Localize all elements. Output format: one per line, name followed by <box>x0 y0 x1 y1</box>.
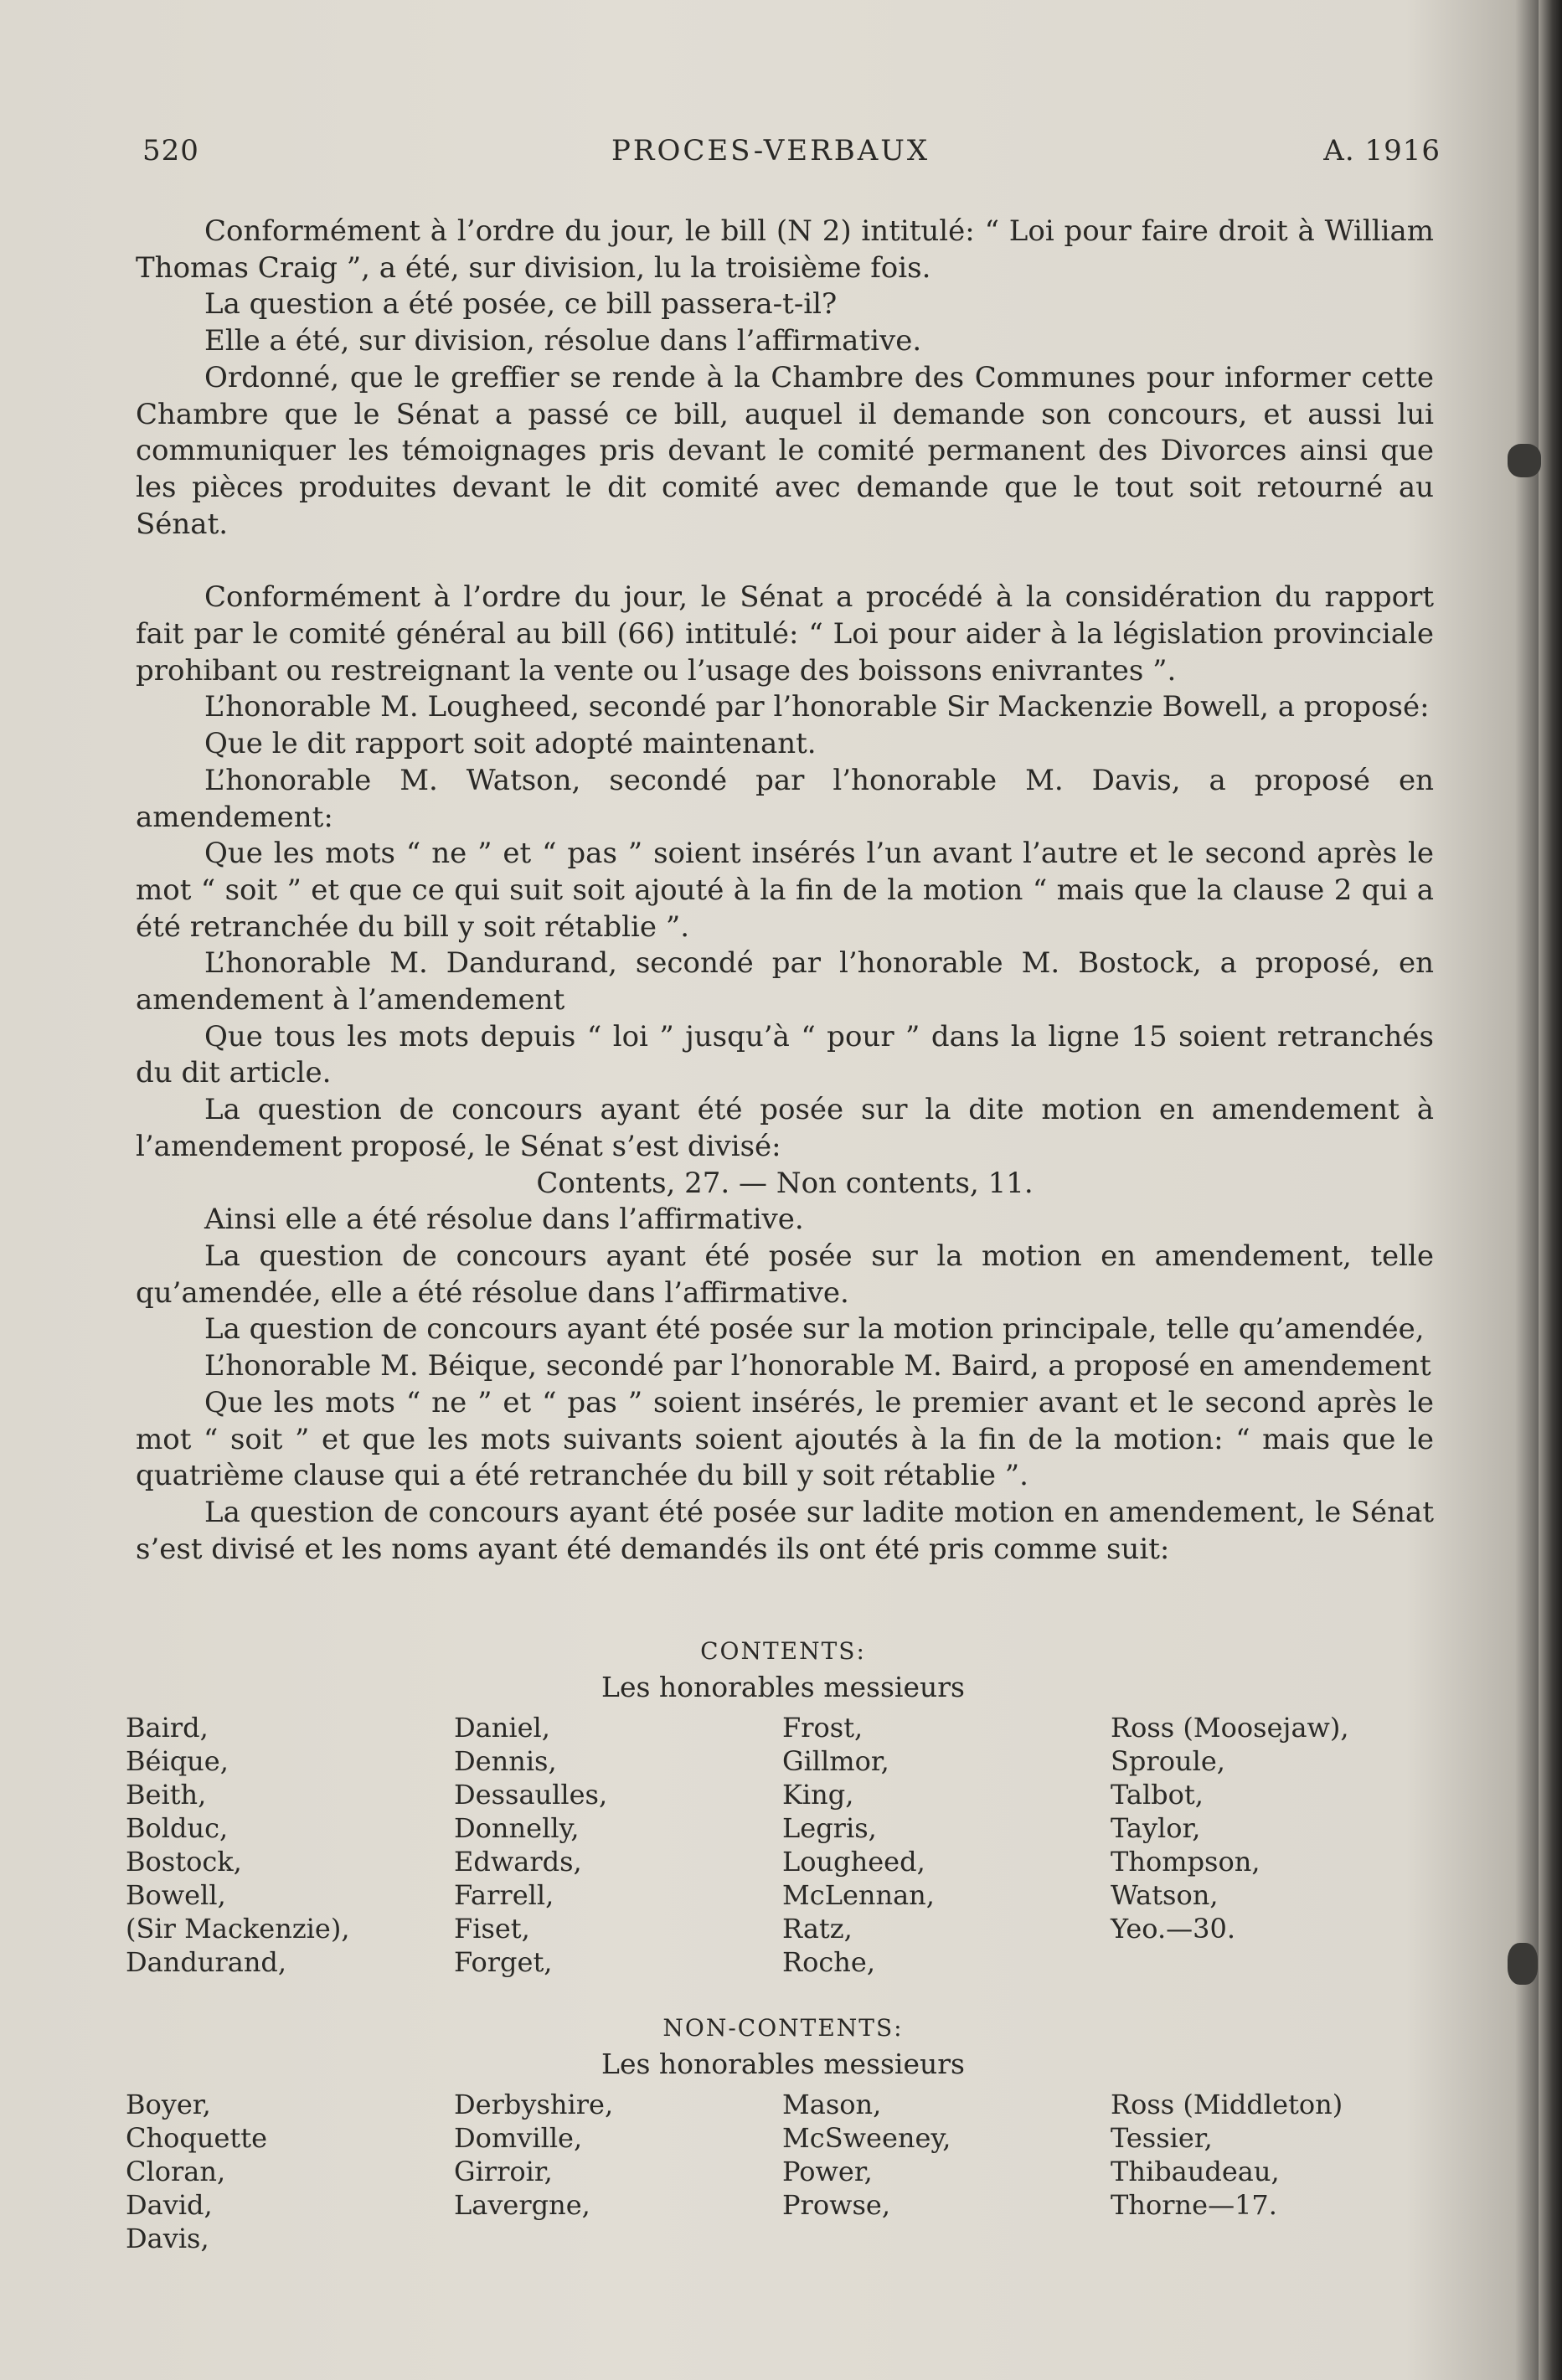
body-paragraph: L’honorable M. Watson, secondé par l’honorable M. Davis, a proposé en amendement: <box>136 763 1434 834</box>
senator-name: Frost, <box>782 1712 863 1744</box>
senator-name: Ratz, <box>782 1913 853 1945</box>
senator-name: Bowell, <box>126 1879 226 1911</box>
proceedings-body <box>136 214 1434 1568</box>
senator-name: Fiset, <box>454 1913 530 1945</box>
senator-name: Daniel, <box>454 1712 550 1744</box>
page-number: 520 <box>142 134 199 167</box>
body-paragraph: L’honorable M. Lougheed, secondé par l’honorable Sir Mackenzie Bowell, a proposé: <box>204 690 1430 724</box>
name-column <box>126 1711 454 1979</box>
senator-name: Béique, <box>126 1745 229 1777</box>
body-paragraph: La question de concours ayant été posée sur la motion en amendement, telle qu’amendée, elle a été résolue dans l’affirmative. <box>136 1239 1434 1310</box>
name-column <box>454 2088 782 2255</box>
body-paragraph: Que les mots “ ne ” et “ pas ” soient insérés, le premier avant et le second après le mot “ soit ” et que les mots suivants soient ajoutés à la fin de la motion: “ mais que le quatrième clause qui a été retranchée du bill y soit rétablie ”. <box>136 1385 1434 1493</box>
senator-name: Tessier, <box>1111 2122 1213 2154</box>
body-paragraph: La question de concours ayant été posée sur la motion principale, telle qu’amendée, <box>204 1312 1425 1347</box>
senator-name: Talbot, <box>1111 1779 1204 1811</box>
contents-subheading: Les honorables messieurs <box>601 1671 965 1703</box>
non-contents-section <box>126 2014 1441 2255</box>
senator-name: Lavergne, <box>454 2189 590 2221</box>
senator-name: Choquette <box>126 2122 268 2154</box>
contents-section <box>126 1637 1441 1979</box>
senator-name: Baird, <box>126 1712 209 1744</box>
senator-name: Thibaudeau, <box>1111 2156 1280 2187</box>
body-paragraph: L’honorable M. Dandurand, secondé par l’honorable M. Bostock, a proposé, en amendement à l’amendement <box>136 946 1434 1017</box>
senator-name: King, <box>782 1779 854 1811</box>
senator-name: Bostock, <box>126 1846 242 1878</box>
senator-name: Lougheed, <box>782 1846 925 1878</box>
senator-name: (Sir Mackenzie), <box>126 1913 350 1945</box>
year-label: A. 1916 <box>1323 134 1441 167</box>
senator-name: Dessaulles, <box>454 1779 608 1811</box>
margin-stain <box>1508 444 1541 477</box>
body-paragraph: Contents, 27. — Non contents, 11. <box>536 1166 1034 1200</box>
senator-name: Cloran, <box>126 2156 226 2187</box>
body-paragraph: Que le dit rapport soit adopté maintenant. <box>204 727 817 761</box>
senator-name: Thorne—17. <box>1111 2189 1277 2221</box>
non-contents-heading: NON-CONTENTS: <box>662 2014 904 2042</box>
name-column <box>126 2088 454 2255</box>
body-paragraph: Conformément à l’ordre du jour, le Sénat a procédé à la considération du rapport fait par le comité général au bill (66) intitulé: “ Loi pour aider à la législation provinciale prohibant ou restreignant la vente ou l’usage des boissons enivrantes ”. <box>136 580 1434 688</box>
page-header <box>142 134 1441 176</box>
senator-name: Power, <box>782 2156 873 2187</box>
senator-name: Prowse, <box>782 2189 891 2221</box>
non-contents-subheading: Les honorables messieurs <box>601 2048 965 2080</box>
senator-name: Donnelly, <box>454 1812 580 1844</box>
senator-name: Bolduc, <box>126 1812 229 1844</box>
senator-name: Legris, <box>782 1812 877 1844</box>
senator-name: Edwards, <box>454 1846 582 1878</box>
senator-name: Ross (Middleton) <box>1111 2089 1343 2120</box>
senator-name: Yeo.—30. <box>1111 1913 1236 1945</box>
senator-name: Girroir, <box>454 2156 553 2187</box>
margin-stain <box>1508 1943 1538 1985</box>
senator-name: Domville, <box>454 2122 583 2154</box>
senator-name: McLennan, <box>782 1879 935 1911</box>
senator-name: Forget, <box>454 1946 553 1978</box>
body-paragraph: Ainsi elle a été résolue dans l’affirmative. <box>204 1203 804 1237</box>
senator-name: Farrell, <box>454 1879 554 1911</box>
senator-name: McSweeney, <box>782 2122 951 2154</box>
contents-heading: CONTENTS: <box>700 1637 866 1665</box>
body-paragraph: Ordonné, que le greffier se rende à la Chambre des Communes pour informer cette Chambre que le Sénat a passé ce bill, auquel il demande son concours, et aussi lui communiquer les témoignages pris devant le comité permanent des Divorces ainsi que les pièces produites devant le dit comité avec demande que le tout soit retourné au Sénat. <box>136 360 1434 541</box>
non-contents-name-columns <box>126 2088 1441 2255</box>
page-edge-shadow <box>1539 0 1562 2380</box>
body-paragraph: Que tous les mots depuis “ loi ” jusqu’à “ pour ” dans la ligne 15 soient retranchés du dit article. <box>136 1019 1434 1090</box>
senator-name: David, <box>126 2189 213 2221</box>
running-title: PROCES-VERBAUX <box>611 134 930 167</box>
senator-name: Mason, <box>782 2089 882 2120</box>
senator-name: Roche, <box>782 1946 875 1978</box>
name-column <box>782 1711 1111 1979</box>
body-paragraph: L’honorable M. Béique, secondé par l’honorable M. Baird, a proposé en amendement <box>204 1349 1431 1383</box>
senator-name: Dandurand, <box>126 1946 287 1978</box>
senator-name: Beith, <box>126 1779 207 1811</box>
senator-name: Derbyshire, <box>454 2089 614 2120</box>
name-column <box>1111 1711 1439 1979</box>
senator-name: Watson, <box>1111 1879 1219 1911</box>
body-paragraph: Que les mots “ ne ” et “ pas ” soient insérés l’un avant l’autre et le second après le mot “ soit ” et que ce qui suit soit ajouté à la fin de la motion “ mais que la clause 2 qui a été retranchée du bill y soit rétablie ”. <box>136 837 1434 944</box>
body-paragraph: La question a été posée, ce bill passera-t-il? <box>204 287 838 322</box>
name-column <box>1111 2088 1439 2255</box>
name-column <box>782 2088 1111 2255</box>
senator-name: Sproule, <box>1111 1745 1225 1777</box>
senator-name: Boyer, <box>126 2089 211 2120</box>
senator-name: Davis, <box>126 2223 209 2254</box>
contents-name-columns <box>126 1711 1441 1979</box>
senator-name: Taylor, <box>1111 1812 1201 1844</box>
name-column <box>454 1711 782 1979</box>
senator-name: Dennis, <box>454 1745 557 1777</box>
senator-name: Thompson, <box>1111 1846 1260 1878</box>
senator-name: Gillmor, <box>782 1745 889 1777</box>
body-paragraph: Elle a été, sur division, résolue dans l’affirmative. <box>204 324 922 358</box>
body-paragraph: La question de concours ayant été posée sur ladite motion en amendement, le Sénat s’est divisé et les noms ayant été demandés ils ont été pris comme suit: <box>136 1495 1434 1566</box>
body-paragraph: Conformément à l’ordre du jour, le bill (N 2) intitulé: “ Loi pour faire droit à William Thomas Craig ”, a été, sur division, lu la troisième fois. <box>136 214 1434 285</box>
body-paragraph: La question de concours ayant été posée sur la dite motion en amendement à l’amendement proposé, le Sénat s’est divisé: <box>136 1093 1434 1163</box>
senator-name: Ross (Moosejaw), <box>1111 1712 1349 1744</box>
